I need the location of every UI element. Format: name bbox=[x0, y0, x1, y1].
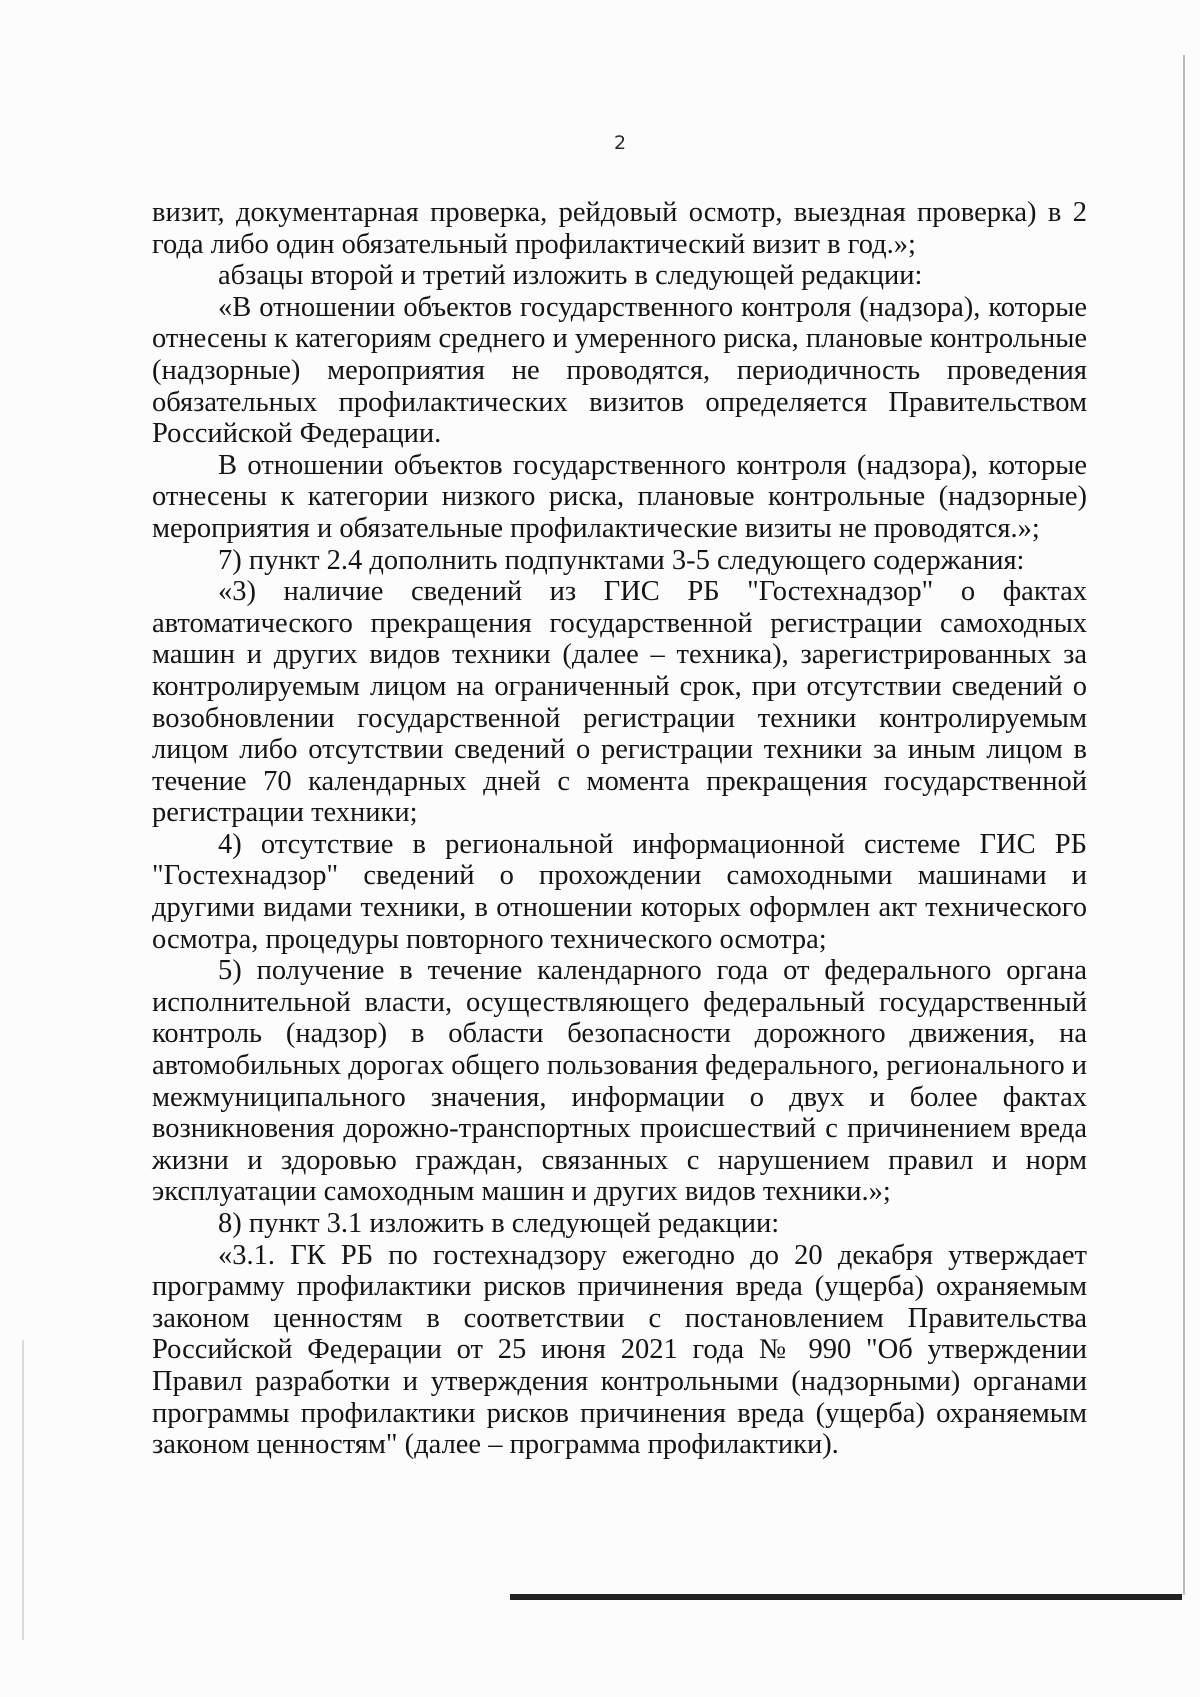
paragraph-continuation: визит, документарная проверка, рейдовый осмотр, выездная проверка) в 2 года либо один обязательный профилактический визит в год.»; bbox=[152, 197, 1087, 260]
paragraph-item-8: 8) пункт 3.1 изложить в следующей редакции: bbox=[218, 1208, 780, 1239]
paragraph-abzatsy-intro: абзацы второй и третий изложить в следующей редакции: bbox=[218, 260, 923, 292]
paragraph-subitem-5: 5) получение в течение календарного года от федерального органа исполнительной власти, осуществляющего федеральный государственный контроль (надзор) в области безопасности дорожного движения, на автомобильных дорогах общего пользования федерального, регионального и межмуниципального значения, информации о двух и более фактах возникновения дорожно-транспортных происшествий с причинением вреда жизни и здоровью граждан, связанных с нарушением правил и норм эксплуатации самоходным машин и других видов техники.»; bbox=[152, 955, 1087, 1208]
paragraph-subitem-3: «3) наличие сведений из ГИС РБ "Гостехнадзор" о фактах автоматического прекращения государственной регистрации самоходных машин и других видов техники (далее – техника), зарегистрированных за контролируемым лицом на ограниченный срок, при отсутствии сведений о возобновлении государственной регистрации техники контролируемым лицом либо отсутствии сведений о регистрации техники за иным лицом в течение 70 календарных дней с момента прекращения государственной регистрации техники; bbox=[152, 576, 1087, 829]
paragraph-low-risk: В отношении объектов государственного контроля (надзора), которые отнесены к категории низкого риска, плановые контрольные (надзорные) мероприятия и обязательные профилактические визиты не проводятся.»; bbox=[152, 449, 1087, 544]
scan-edge-left bbox=[22, 1340, 24, 1640]
scan-edge-right bbox=[1183, 55, 1185, 1595]
paragraph-point-3-1: «3.1. ГК РБ по гостехнадзору ежегодно до 20 декабря утверждает программу профилактики рисков причинения вреда (ущерба) охраняемым законом ценностям в соответствии с постановлением Правительства Российской Федерации от 25 июня 2021 года № 990 "Об утверждении Правил разработки и утверждения контрольными (надзорными) органами программы профилактики рисков причинения вреда (ущерба) охраняемым законом ценностям" (далее – программа профилактики). bbox=[152, 1239, 1087, 1461]
paragraph-medium-risk: «В отношении объектов государственного контроля (надзора), которые отнесены к категориям среднего и умеренного риска, плановые контрольные (надзорные) мероприятия не проводятся, периодичность проведения обязательных профилактических визитов определяется Правительством Российской Федерации. bbox=[152, 291, 1087, 450]
scan-edge-bottom bbox=[510, 1594, 1182, 1600]
paragraph-item-7: 7) пункт 2.4 дополнить подпунктами 3-5 следующего содержания: bbox=[218, 544, 1025, 576]
paragraph-subitem-4: 4) отсутствие в региональной информационной системе ГИС РБ "Гостехнадзор" сведений о прохождении самоходными машинами и другими видами техники, в отношении которых оформлен акт технического осмотра, процедуры повторного технического осмотра; bbox=[152, 828, 1087, 955]
page-number: 2 bbox=[613, 132, 627, 154]
document-body bbox=[152, 197, 1087, 1461]
